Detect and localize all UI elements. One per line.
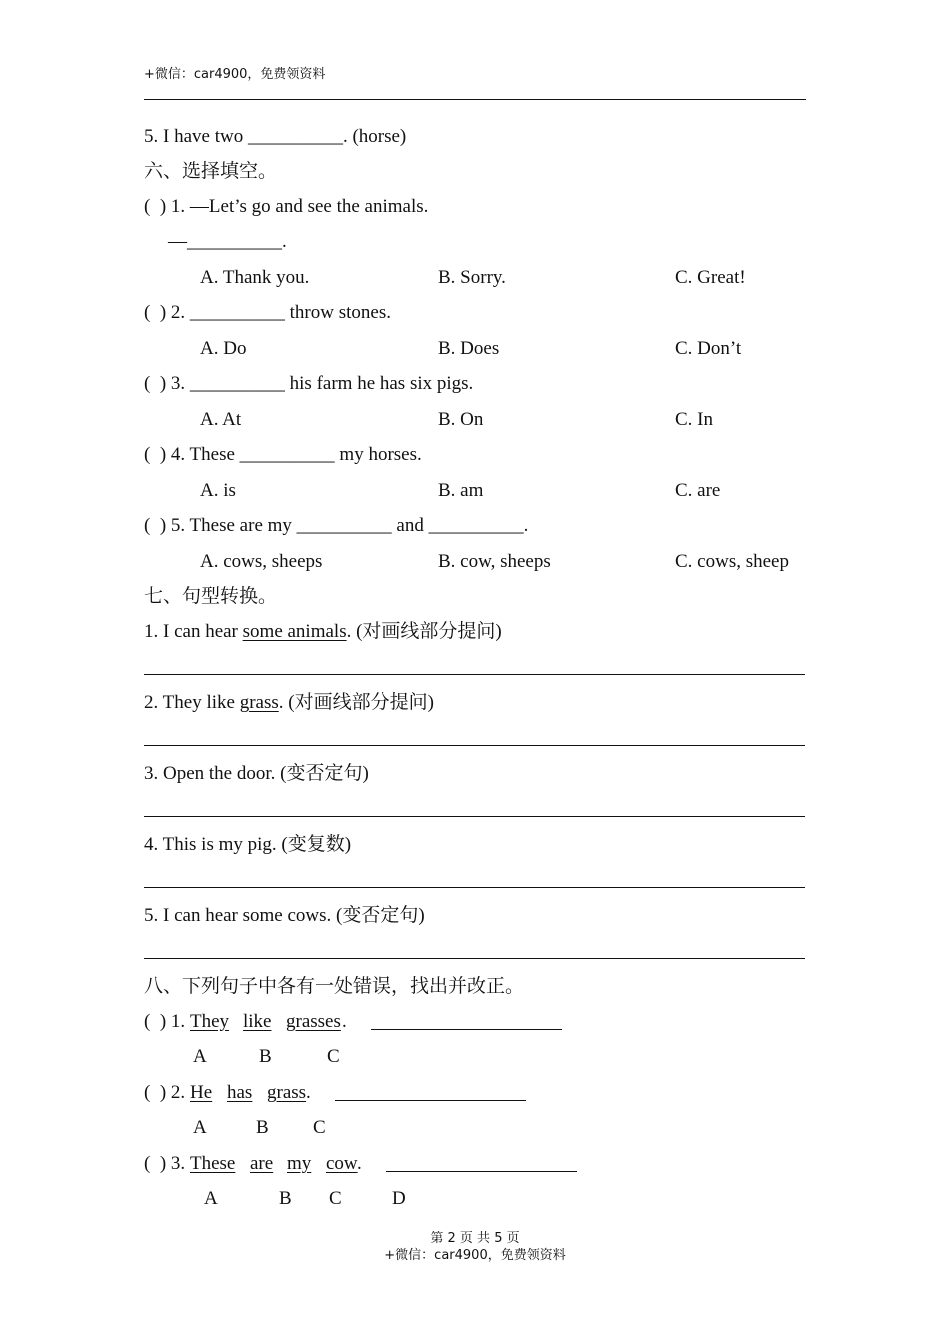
s8-q3-word-b: are — [250, 1153, 274, 1174]
header-rule — [144, 99, 806, 100]
s6-q5-prompt: ( ) 5. These are my __________ and __________. — [144, 515, 529, 536]
s6-q1-option-c: C. Great! — [675, 267, 746, 288]
s8-q1-word-a: They — [190, 1011, 230, 1032]
s7-q2-answer-line[interactable] — [144, 745, 805, 746]
s8-q2-word-a: He — [190, 1082, 213, 1103]
s8-q2-lead: ( ) 2. — [144, 1082, 190, 1103]
s6-q2-option-b: B. Does — [438, 338, 500, 359]
section-8-title: 八、下列句子中各有一处错误，找出并改正。 — [144, 976, 525, 997]
s8-q3-label-c: C — [329, 1188, 342, 1209]
s8-q3-end: . — [357, 1153, 362, 1174]
s6-q3-option-b: B. On — [438, 409, 484, 430]
section-7-title: 七、句型转换。 — [144, 586, 278, 607]
s8-q1-answer-line[interactable] — [371, 1029, 562, 1030]
s6-q1-option-b: B. Sorry. — [438, 267, 506, 288]
s8-q2-end: . — [306, 1082, 311, 1103]
s6-q4-option-b: B. am — [438, 480, 484, 501]
s8-q2-label-c: C — [313, 1117, 326, 1138]
s7-q5: 5. I can hear some cows. (变否定句) — [144, 905, 425, 926]
header-watermark: +微信：car4900，免费领资料 — [144, 67, 326, 82]
s8-q1-label-a: A — [193, 1046, 207, 1067]
s7-q4-answer-line[interactable] — [144, 887, 805, 888]
s7-q1-underlined: some animals — [242, 621, 347, 642]
s6-q1-prompt2: —__________. — [168, 231, 287, 252]
s6-q5-option-a: A. cows, sheeps — [200, 551, 323, 572]
s8-q3-label-a: A — [204, 1188, 218, 1209]
s6-q5-option-c: C. cows, sheep — [675, 551, 789, 572]
s6-q3-option-c: C. In — [675, 409, 713, 430]
s8-q3-word-d: cow — [326, 1153, 358, 1174]
s8-q2-label-a: A — [193, 1117, 207, 1138]
s6-q3-prompt: ( ) 3. __________ his farm he has six pigs. — [144, 373, 474, 394]
s5-question-5: 5. I have two __________. (horse) — [144, 126, 407, 147]
section-6-title: 六、选择填空。 — [144, 161, 278, 182]
s8-q3-lead: ( ) 3. — [144, 1153, 190, 1174]
s7-q2 — [144, 692, 434, 714]
s7-q2-underlined: grass — [239, 692, 279, 713]
s7-q1-pre: 1. I can hear — [144, 621, 243, 642]
s8-q1-word-c: grasses — [286, 1011, 341, 1032]
s6-q4-option-c: C. are — [675, 480, 721, 501]
s8-q2-word-c: grass — [267, 1082, 307, 1103]
s8-q1-label-c: C — [327, 1046, 340, 1067]
s6-q1-option-a: A. Thank you. — [200, 267, 310, 288]
s6-q2-prompt: ( ) 2. __________ throw stones. — [144, 302, 391, 323]
s8-q1-end: . — [342, 1011, 347, 1032]
s8-q3-answer-line[interactable] — [386, 1171, 577, 1172]
s8-q3-label-b: B — [279, 1188, 292, 1209]
s6-q1-prompt: ( ) 1. —Let’s go and see the animals. — [144, 196, 429, 217]
s8-q2-label-b: B — [256, 1117, 269, 1138]
s8-q3-label-d: D — [392, 1188, 406, 1209]
s6-q5-option-b: B. cow, sheeps — [438, 551, 551, 572]
s8-q1-label-b: B — [259, 1046, 272, 1067]
s7-q3-answer-line[interactable] — [144, 816, 805, 817]
s7-q3: 3. Open the door. (变否定句) — [144, 763, 369, 784]
s6-q4-prompt: ( ) 4. These __________ my horses. — [144, 444, 422, 465]
s6-q2-option-a: A. Do — [200, 338, 247, 359]
s7-q1-answer-line[interactable] — [144, 674, 805, 675]
s8-q3-word-c: my — [287, 1153, 312, 1174]
s6-q3-option-a: A. At — [200, 409, 242, 430]
s7-q1 — [144, 621, 502, 643]
s6-q2-option-c: C. Don’t — [675, 338, 742, 359]
s7-q1-post: . (对画线部分提问) — [346, 621, 502, 642]
s8-q1-lead: ( ) 1. — [144, 1011, 190, 1032]
s7-q5-answer-line[interactable] — [144, 958, 805, 959]
s7-q2-pre: 2. They like — [144, 692, 240, 713]
s7-q2-post: . (对画线部分提问) — [278, 692, 434, 713]
s7-q4: 4. This is my pig. (变复数) — [144, 834, 352, 855]
s8-q1-word-b: like — [243, 1011, 272, 1032]
footer-watermark: +微信：car4900，免费领资料 — [384, 1248, 566, 1263]
s8-q2-answer-line[interactable] — [335, 1100, 526, 1101]
s8-q2-word-b: has — [227, 1082, 253, 1103]
footer-page-number: 第 2 页 共 5 页 — [430, 1231, 520, 1246]
s8-q3-word-a: These — [190, 1153, 236, 1174]
s6-q4-option-a: A. is — [200, 480, 236, 501]
